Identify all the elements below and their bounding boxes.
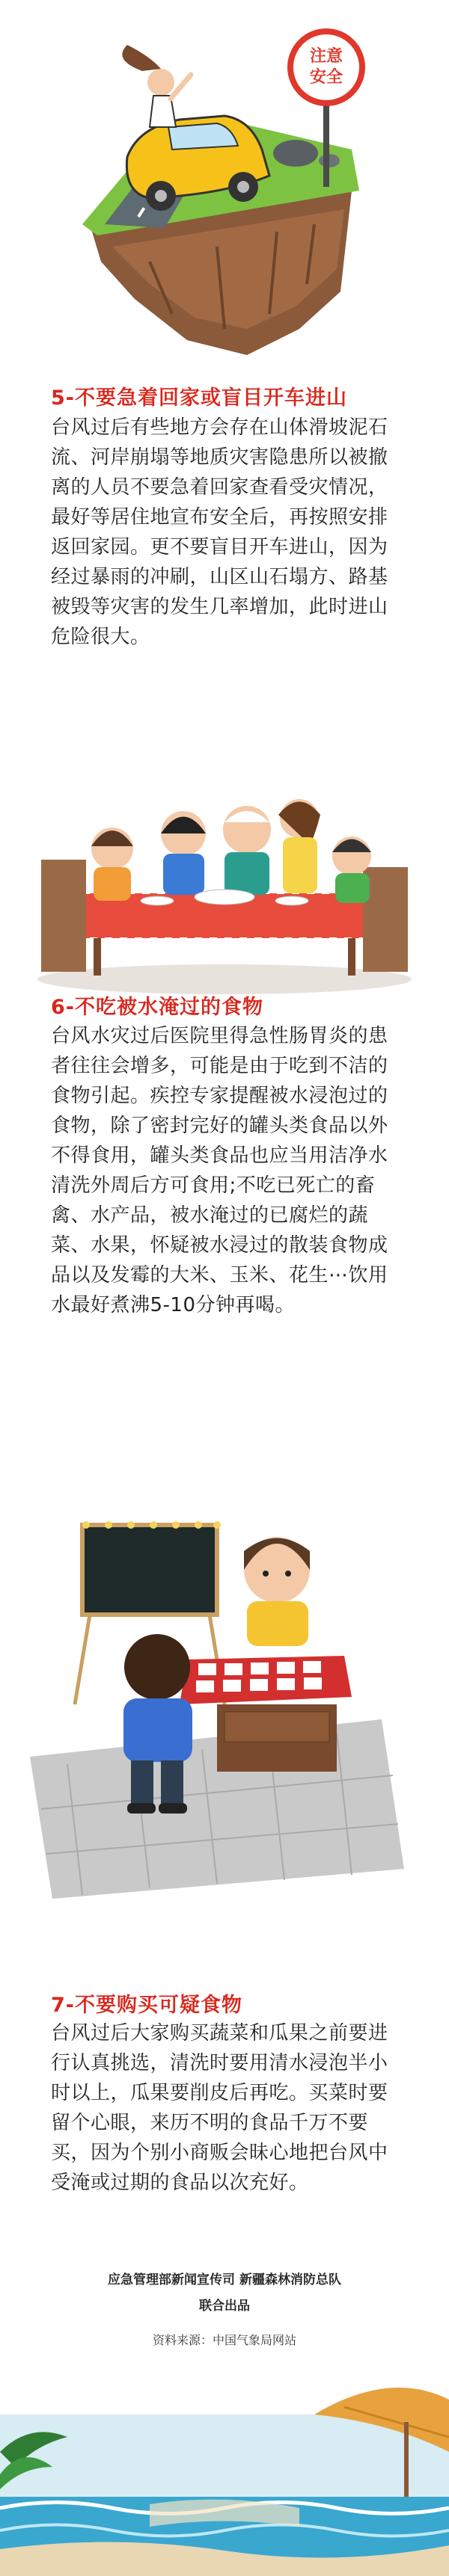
section-heading-7: 7-不要购买可疑食物	[51, 1994, 242, 2017]
beach-illustration	[0, 2355, 449, 2576]
warning-sign-icon	[290, 31, 362, 103]
footer-joint: 联合出品	[199, 2299, 250, 2314]
sign-text-line2: 安全	[309, 68, 343, 87]
section-body-7: 台风过后大家购买蔬菜和瓜果之前要进行认真挑选，清洗时要用清水浸泡半小时以上，瓜果要削皮后再吃。买菜时要留个心眼，来历不明的食品千万不要买，因为个别小商贩会昧心地把台风中受淹或过期的食品以次充好。	[51, 2022, 388, 2194]
footer-source: 资料来源：中国气象局网站	[152, 2333, 296, 2347]
person-icon	[122, 45, 191, 127]
car-cliff-illustration	[0, 0, 449, 374]
section-body-6: 台风水灾过后医院里得急性肠胃炎的患者往往会增多，可能是由于吃到不洁的食物引起。疾控专家提醒被水浸泡过的食物，除了密封完好的罐头类食品以外不得食用，罐头类食品也应当用洁净水清洗外周后方可食用;不吃已死亡的畜禽、水产品，被水淹过的已腐烂的蔬菜、水果，怀疑被水浸过的散装食物成品以及发霉的大米、玉米、花生⋯饮用水最好煮沸5-10分钟再喝。	[51, 1025, 388, 1316]
section-heading-6: 6-不吃被水淹过的食物	[51, 996, 263, 1019]
sign-text-line1: 注意	[309, 47, 343, 66]
family-dinner-illustration	[0, 777, 449, 1002]
footer-issuers: 应急管理部新闻宣传司 新疆森林消防总队	[108, 2273, 341, 2287]
section-heading-5: 5-不要急着回家或盲目开车进山	[51, 386, 347, 410]
market-stall-illustration	[0, 1510, 449, 1899]
section-body-5: 台风过后有些地方会存在山体滑坡泥石流、河岸崩塌等地质灾害隐患所以被撤离的人员不要急着回家查看受灾情况，最好等居住地宣布安全后，再按照安排返回家园。更不要盲目开车进山，因为经过暴雨的冲刷，山区山石塌方、路基被毁等灾害的发生几率增加，此时进山危险很大。	[51, 416, 388, 648]
